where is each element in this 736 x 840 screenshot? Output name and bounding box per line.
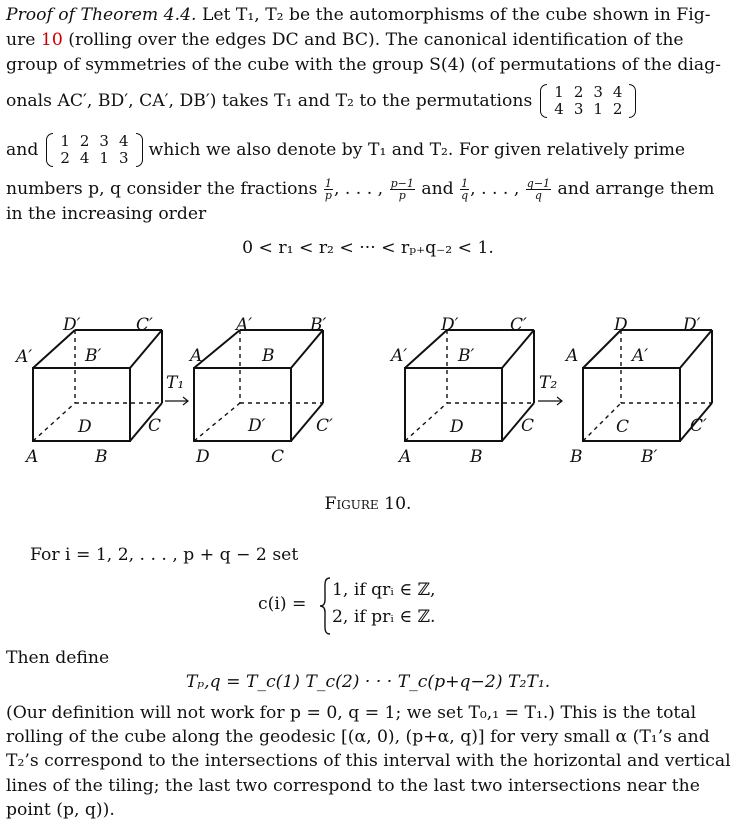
proof-text: onals AC′, BD′, CA′, DB′) takes T₁ and T₂ to the permutations: [6, 90, 533, 111]
fraction-1-over-p: $\frac{1}{p}$: [324, 176, 332, 202]
vertex-label: A′: [16, 347, 33, 367]
proof-text: ure: [6, 30, 41, 50]
vertex-label: B: [470, 447, 483, 467]
vertex-label: A: [566, 346, 579, 366]
vertex-label: C′: [510, 315, 527, 335]
proof-text: and: [415, 178, 460, 199]
proof-line-3: group of symmetries of the cube with the group S(4) (of permutations of the diag-: [6, 55, 721, 75]
proof-text: Let T₁, T₂ be the automorphisms of the cube shown in Fig-: [201, 5, 711, 25]
vertex-label: B′: [310, 315, 327, 335]
vertex-label: A′: [632, 346, 649, 366]
vertex-label: D: [614, 315, 628, 335]
vertex-label: D: [196, 447, 210, 467]
vertex-label: A: [190, 346, 203, 366]
proof-line-5: [6, 126, 685, 174]
vertex-label: A′: [391, 346, 408, 366]
permutation-matrix-t1: 1 2 3 4 4 3 1 2: [540, 84, 636, 118]
cases-brace: [318, 576, 332, 636]
vertex-label: C′: [690, 416, 707, 436]
then-define: Then define: [6, 648, 110, 668]
vertex-label: B: [262, 346, 275, 366]
proof-text: and arrange them: [552, 178, 715, 199]
vertex-label: D′: [63, 315, 81, 335]
vertex-label: D: [450, 417, 464, 437]
fraction-p-minus-1-over-p: $\frac{p-1}{p}$: [390, 176, 414, 202]
proof-text: numbers p, q consider the fractions: [6, 178, 318, 199]
arrow-t2-label: T₂: [539, 373, 558, 393]
vertex-label: C′: [316, 416, 333, 436]
ordering-inequality: 0 < r₁ < r₂ < ··· < rₚ₊q₋₂ < 1.: [242, 238, 494, 258]
proof-line-6: [6, 176, 714, 202]
proof-line-1: [6, 3, 711, 28]
vertex-label: C: [271, 447, 285, 467]
vertex-label: C: [148, 416, 162, 436]
closing-line-1: (Our definition will not work for p = 0, q = 1; we set T₀,₁ = T₁.) This is the total: [6, 703, 697, 723]
fraction-q-minus-1-over-q: $\frac{q-1}{q}$: [526, 176, 551, 202]
closing-line-2: rolling of the cube along the geodesic [(α, 0), (p+α, q)] for very small α (T₁’s and: [6, 727, 710, 747]
case-lhs: c(i) =: [258, 594, 307, 614]
vertex-label: D′: [683, 315, 701, 335]
figure-reference-link[interactable]: 10: [40, 30, 63, 50]
closing-line-4: lines of the tiling; the last two correspond to the last two intersections near the: [6, 776, 700, 796]
vertex-label: D: [78, 417, 92, 437]
closing-line-3: T₂’s correspond to the intersections of this interval with the horizontal and vertical: [6, 751, 731, 771]
closing-line-5: point (p, q)).: [6, 800, 115, 820]
permutation-matrix-t2: 1 2 3 4 2 4 1 3: [46, 133, 142, 167]
figure-10-cube-rolling: [0, 300, 736, 475]
proof-line-7: in the increasing order: [6, 204, 207, 224]
vertex-label: B: [570, 447, 583, 467]
vertex-label: B′: [85, 346, 102, 366]
vertex-label: C: [616, 417, 630, 437]
vertex-label: C: [521, 416, 535, 436]
vertex-label: B′: [641, 447, 658, 467]
figure-caption: Figure 10.: [324, 494, 412, 514]
proof-text: (rolling over the edges DC and BC). The canonical identification of the: [62, 30, 684, 50]
proof-text: which we also denote by T₁ and T₂. For given relatively prime: [148, 139, 686, 160]
vertex-label: A: [399, 447, 412, 467]
ellipsis: , . . . ,: [333, 178, 384, 199]
fraction-1-over-q: $\frac{1}{q}$: [461, 176, 469, 202]
vertex-label: C′: [136, 315, 153, 335]
vertex-label: A: [26, 447, 39, 467]
cases-block: [332, 577, 436, 631]
definition-intro: For i = 1, 2, . . . , p + q − 2 set: [30, 545, 299, 565]
vertex-label: B′: [458, 346, 475, 366]
vertex-label: B: [95, 447, 108, 467]
case-1: 1, if qrᵢ ∈ ℤ,: [332, 580, 436, 600]
vertex-label: D′: [441, 315, 459, 335]
case-2: 2, if prᵢ ∈ ℤ.: [332, 607, 436, 627]
total-rolling-formula: Tₚ,q = T_c(1) T_c(2) · · · T_c(p+q−2) T₂T₁.: [185, 672, 551, 692]
ellipsis: , . . . ,: [470, 178, 520, 199]
arrow-t1-label: T₁: [166, 373, 185, 393]
proof-heading: Proof of Theorem 4.4.: [6, 5, 197, 25]
proof-text: and: [6, 139, 39, 160]
proof-line-4: [6, 76, 636, 126]
vertex-label: D′: [248, 416, 266, 436]
vertex-label: A′: [236, 315, 253, 335]
proof-line-2: [6, 28, 684, 53]
